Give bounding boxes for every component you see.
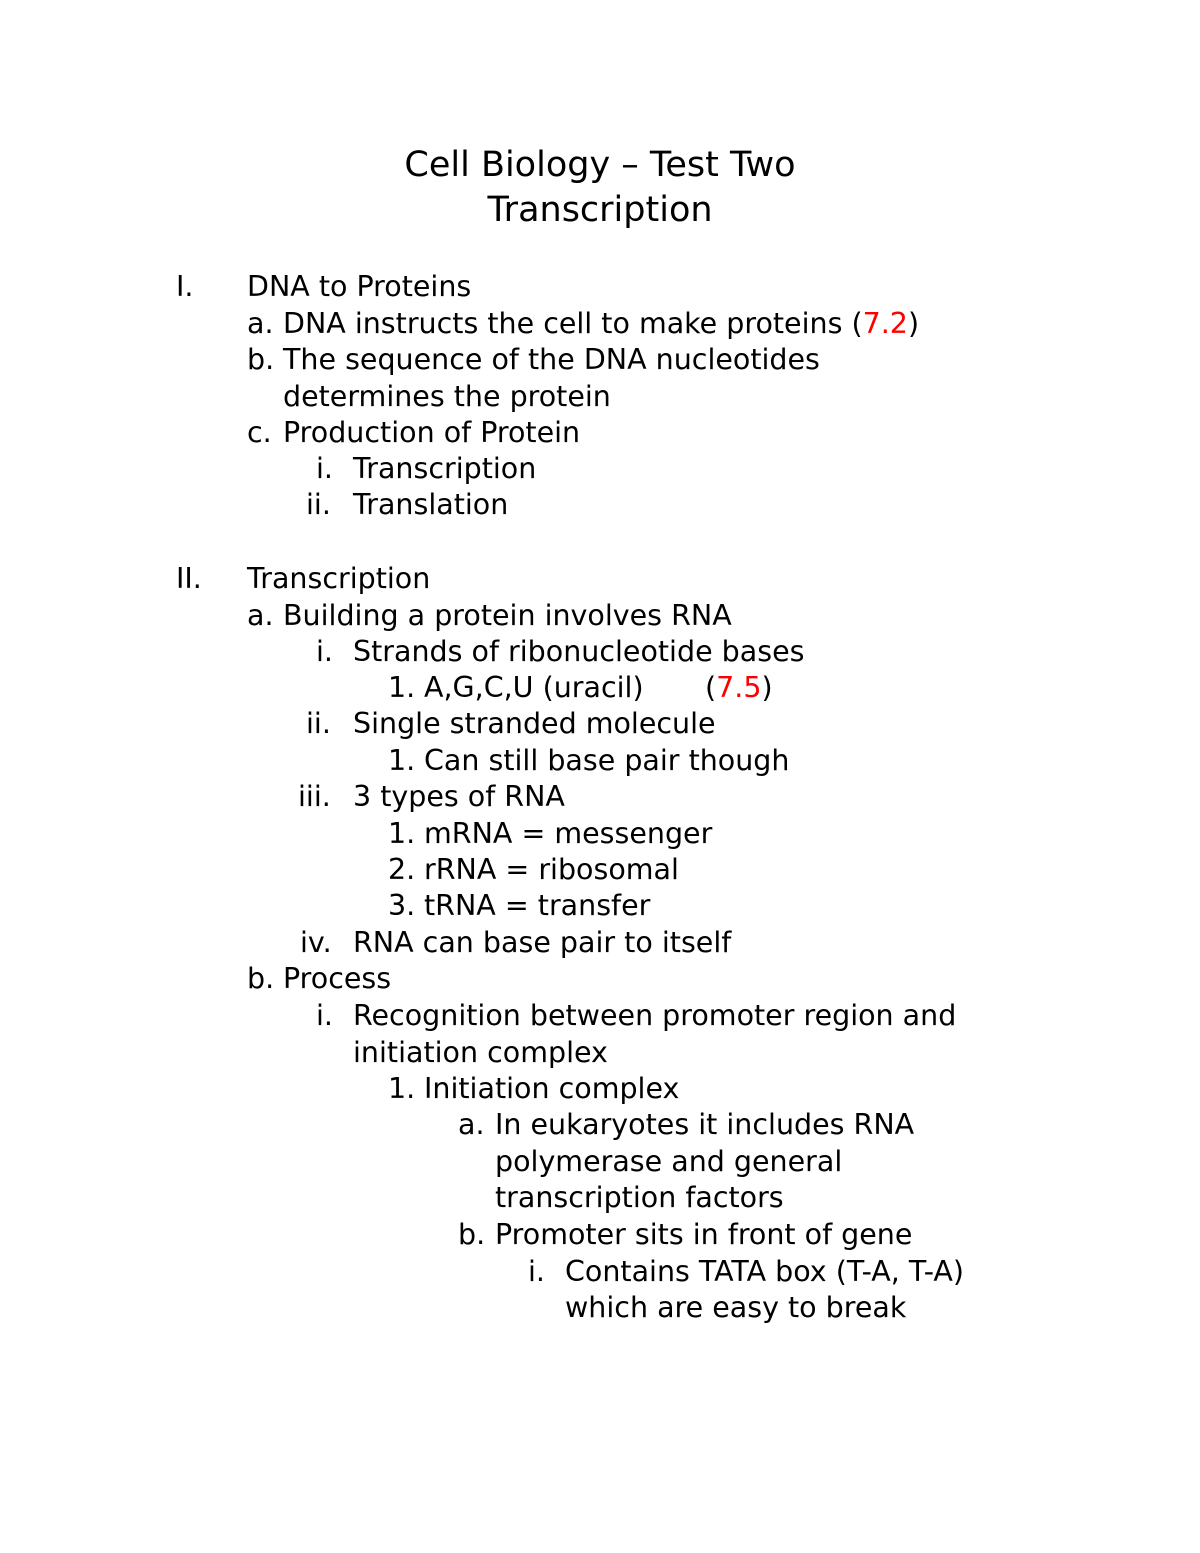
item-2a-i-1-text: A,G,C,U (uracil) — [424, 671, 644, 704]
item-2a-ii-text: Single stranded molecule — [353, 707, 716, 740]
item-1a-marker: a. — [247, 307, 274, 340]
item-1a-reference: 7.2 — [862, 307, 908, 340]
item-1c-ii-text: Translation — [353, 488, 509, 521]
document-subtitle: Transcription — [487, 190, 713, 230]
section-1-heading: DNA to Proteins — [247, 270, 472, 303]
item-2a-i-1-reference: 7.5 — [716, 671, 762, 704]
section-1-marker: I. — [176, 270, 194, 303]
item-1c-i-text: Transcription — [353, 452, 537, 485]
item-2b-i-1-b-i-marker: i. — [528, 1255, 545, 1288]
item-1c-ii-marker: ii. — [306, 488, 331, 521]
item-2b-i-line2: initiation complex — [353, 1036, 608, 1069]
item-2b-i-1-a-marker: a. — [458, 1108, 485, 1141]
item-2a-iii-1-marker: 1. — [388, 817, 416, 850]
item-2b-text: Process — [283, 962, 392, 995]
item-1a-body: DNA instructs the cell to make proteins ( — [283, 307, 863, 340]
item-2a-iii-3-marker: 3. — [388, 889, 416, 922]
section-2-marker: II. — [176, 562, 202, 595]
item-2a-iii-marker: iii. — [298, 780, 331, 813]
item-1a-text — [283, 306, 919, 342]
item-2a-iii-3-text: tRNA = transfer — [424, 889, 651, 922]
item-1c-text: Production of Protein — [283, 416, 581, 449]
item-1b-marker: b. — [247, 343, 275, 376]
item-2b-i-1-a-line2: polymerase and general — [495, 1145, 843, 1178]
item-1a-close: ) — [907, 307, 920, 340]
item-2b-i-1-b-i-line2: which are easy to break — [565, 1291, 907, 1324]
item-2a-iv-text: RNA can base pair to itself — [353, 926, 732, 959]
item-1b-line1: The sequence of the DNA nucleotides — [283, 343, 820, 376]
item-2a-iii-2-marker: 2. — [388, 853, 416, 886]
item-2b-i-1-b-i-line1: Contains TATA box (T-A, T-A) — [565, 1255, 964, 1288]
item-2a-ii-marker: ii. — [306, 707, 331, 740]
item-2a-marker: a. — [247, 599, 274, 632]
item-2a-ii-1-text: Can still base pair though — [424, 744, 790, 777]
item-2a-iii-text: 3 types of RNA — [353, 780, 565, 813]
item-2a-i-1-open: ( — [705, 671, 717, 704]
item-1b-line2: determines the protein — [283, 380, 611, 413]
item-2a-iii-1-text: mRNA = messenger — [424, 817, 713, 850]
item-2b-i-1-marker: 1. — [388, 1072, 416, 1105]
document-title: Cell Biology – Test Two — [404, 145, 796, 185]
item-2a-iv-marker: iv. — [300, 926, 332, 959]
item-2b-i-1-b-text: Promoter sits in front of gene — [495, 1218, 913, 1251]
item-2b-i-marker: i. — [316, 999, 333, 1032]
item-2b-i-line1: Recognition between promoter region and — [353, 999, 957, 1032]
item-2a-text: Building a protein involves RNA — [283, 599, 732, 632]
item-2b-marker: b. — [247, 962, 275, 995]
item-2a-ii-1-marker: 1. — [388, 744, 416, 777]
item-2a-iii-2-text: rRNA = ribosomal — [424, 853, 679, 886]
item-2b-i-1-b-marker: b. — [458, 1218, 486, 1251]
item-2a-i-marker: i. — [316, 635, 333, 668]
item-2a-i-1-close: ) — [761, 671, 773, 704]
item-2a-i-1-marker: 1. — [388, 671, 416, 704]
item-2a-i-1-reference-group — [705, 670, 773, 706]
item-1c-i-marker: i. — [316, 452, 333, 485]
section-2-heading: Transcription — [247, 562, 431, 595]
item-2b-i-1-a-line1: In eukaryotes it includes RNA — [495, 1108, 915, 1141]
item-2b-i-1-text: Initiation complex — [424, 1072, 680, 1105]
item-2a-i-text: Strands of ribonucleotide bases — [353, 635, 805, 668]
item-2b-i-1-a-line3: transcription factors — [495, 1181, 784, 1214]
item-1c-marker: c. — [247, 416, 272, 449]
